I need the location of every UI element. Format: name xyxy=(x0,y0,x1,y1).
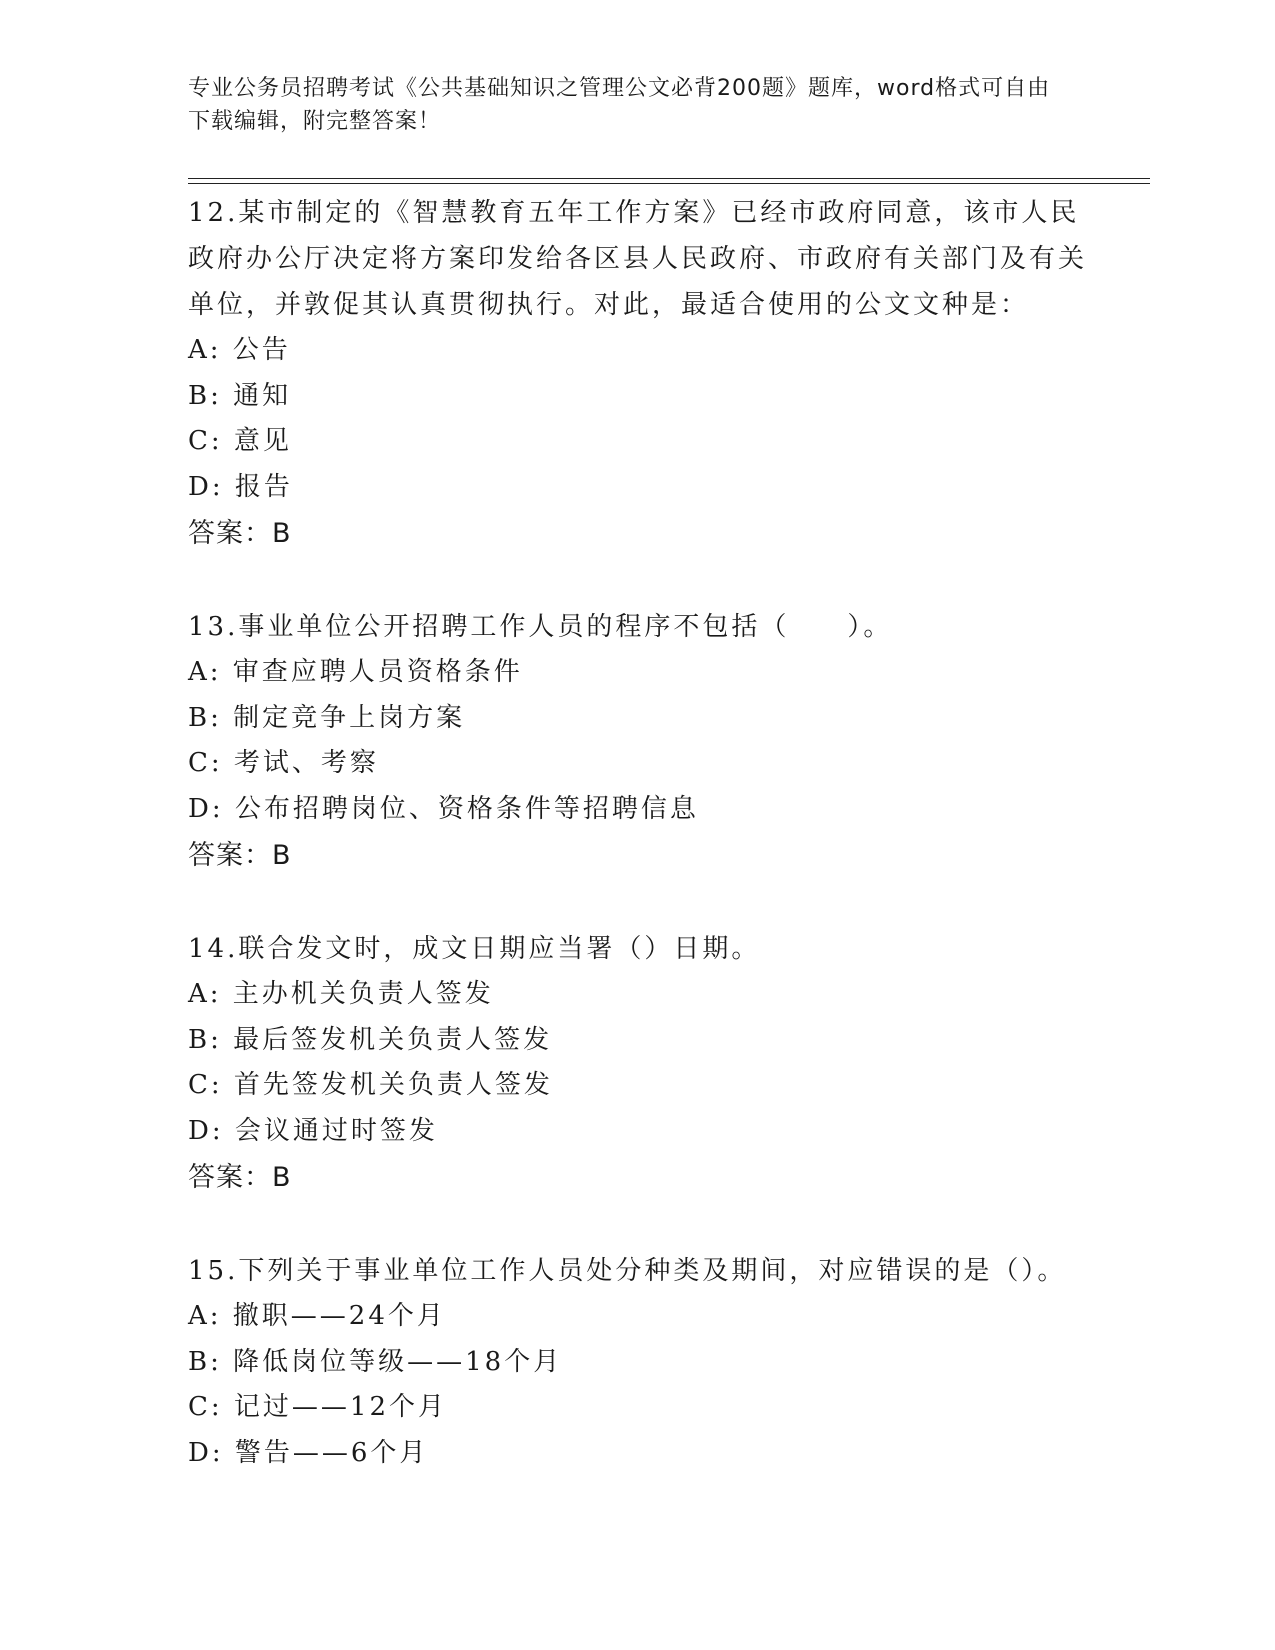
option-c: C: 考试、考察 xyxy=(188,748,379,778)
option-c: C: 意见 xyxy=(188,426,292,456)
answer-line: 答案：B xyxy=(188,518,292,549)
header-divider xyxy=(188,178,1150,179)
option-d: D: 报告 xyxy=(188,471,293,502)
option-c: C: 记过——12个月 xyxy=(188,1392,448,1422)
question-text: 14.联合发文时，成文日期应当署（）日期。 xyxy=(188,934,761,964)
option-a: A: 主办机关负责人签发 xyxy=(188,979,494,1009)
question-15 xyxy=(188,1248,1088,1476)
question-12 xyxy=(188,190,1088,558)
page-header: 专业公务员招聘考试《公共基础知识之管理公文必背200题》题库，word格式可自由下载编辑，附完整答案！ xyxy=(188,76,1051,134)
option-b: B: 最后签发机关负责人签发 xyxy=(188,1024,553,1055)
option-a: A: 公告 xyxy=(188,335,291,365)
option-a: A: 撤职——24个月 xyxy=(188,1301,446,1331)
option-d: D: 公布招聘岗位、资格条件等招聘信息 xyxy=(188,793,699,824)
answer-line: 答案：B xyxy=(188,840,292,871)
question-14 xyxy=(188,926,1088,1202)
question-13 xyxy=(188,604,1088,880)
question-text: 13.事业单位公开招聘工作人员的程序不包括（ ）。 xyxy=(188,612,893,642)
answer-line: 答案：B xyxy=(188,1162,292,1193)
option-c: C: 首先签发机关负责人签发 xyxy=(188,1070,553,1100)
option-b: B: 降低岗位等级——18个月 xyxy=(188,1346,563,1377)
option-d: D: 警告——6个月 xyxy=(188,1437,429,1468)
option-d: D: 会议通过时签发 xyxy=(188,1115,438,1146)
question-text: 12.某市制定的《智慧教育五年工作方案》已经市政府同意，该市人民政府办公厅决定将方案印发给各区县人民政府、市政府有关部门及有关单位，并敦促其认真贯彻执行。对此，最适合使用的公文文种是： xyxy=(188,198,1088,320)
question-text: 15.下列关于事业单位工作人员处分种类及期间，对应错误的是（）。 xyxy=(188,1256,1067,1286)
option-b: B: 制定竞争上岗方案 xyxy=(188,702,466,733)
option-b: B: 通知 xyxy=(188,380,292,411)
question-list xyxy=(188,190,1088,1522)
header-divider-second xyxy=(188,183,1150,184)
option-a: A: 审查应聘人员资格条件 xyxy=(188,657,523,687)
